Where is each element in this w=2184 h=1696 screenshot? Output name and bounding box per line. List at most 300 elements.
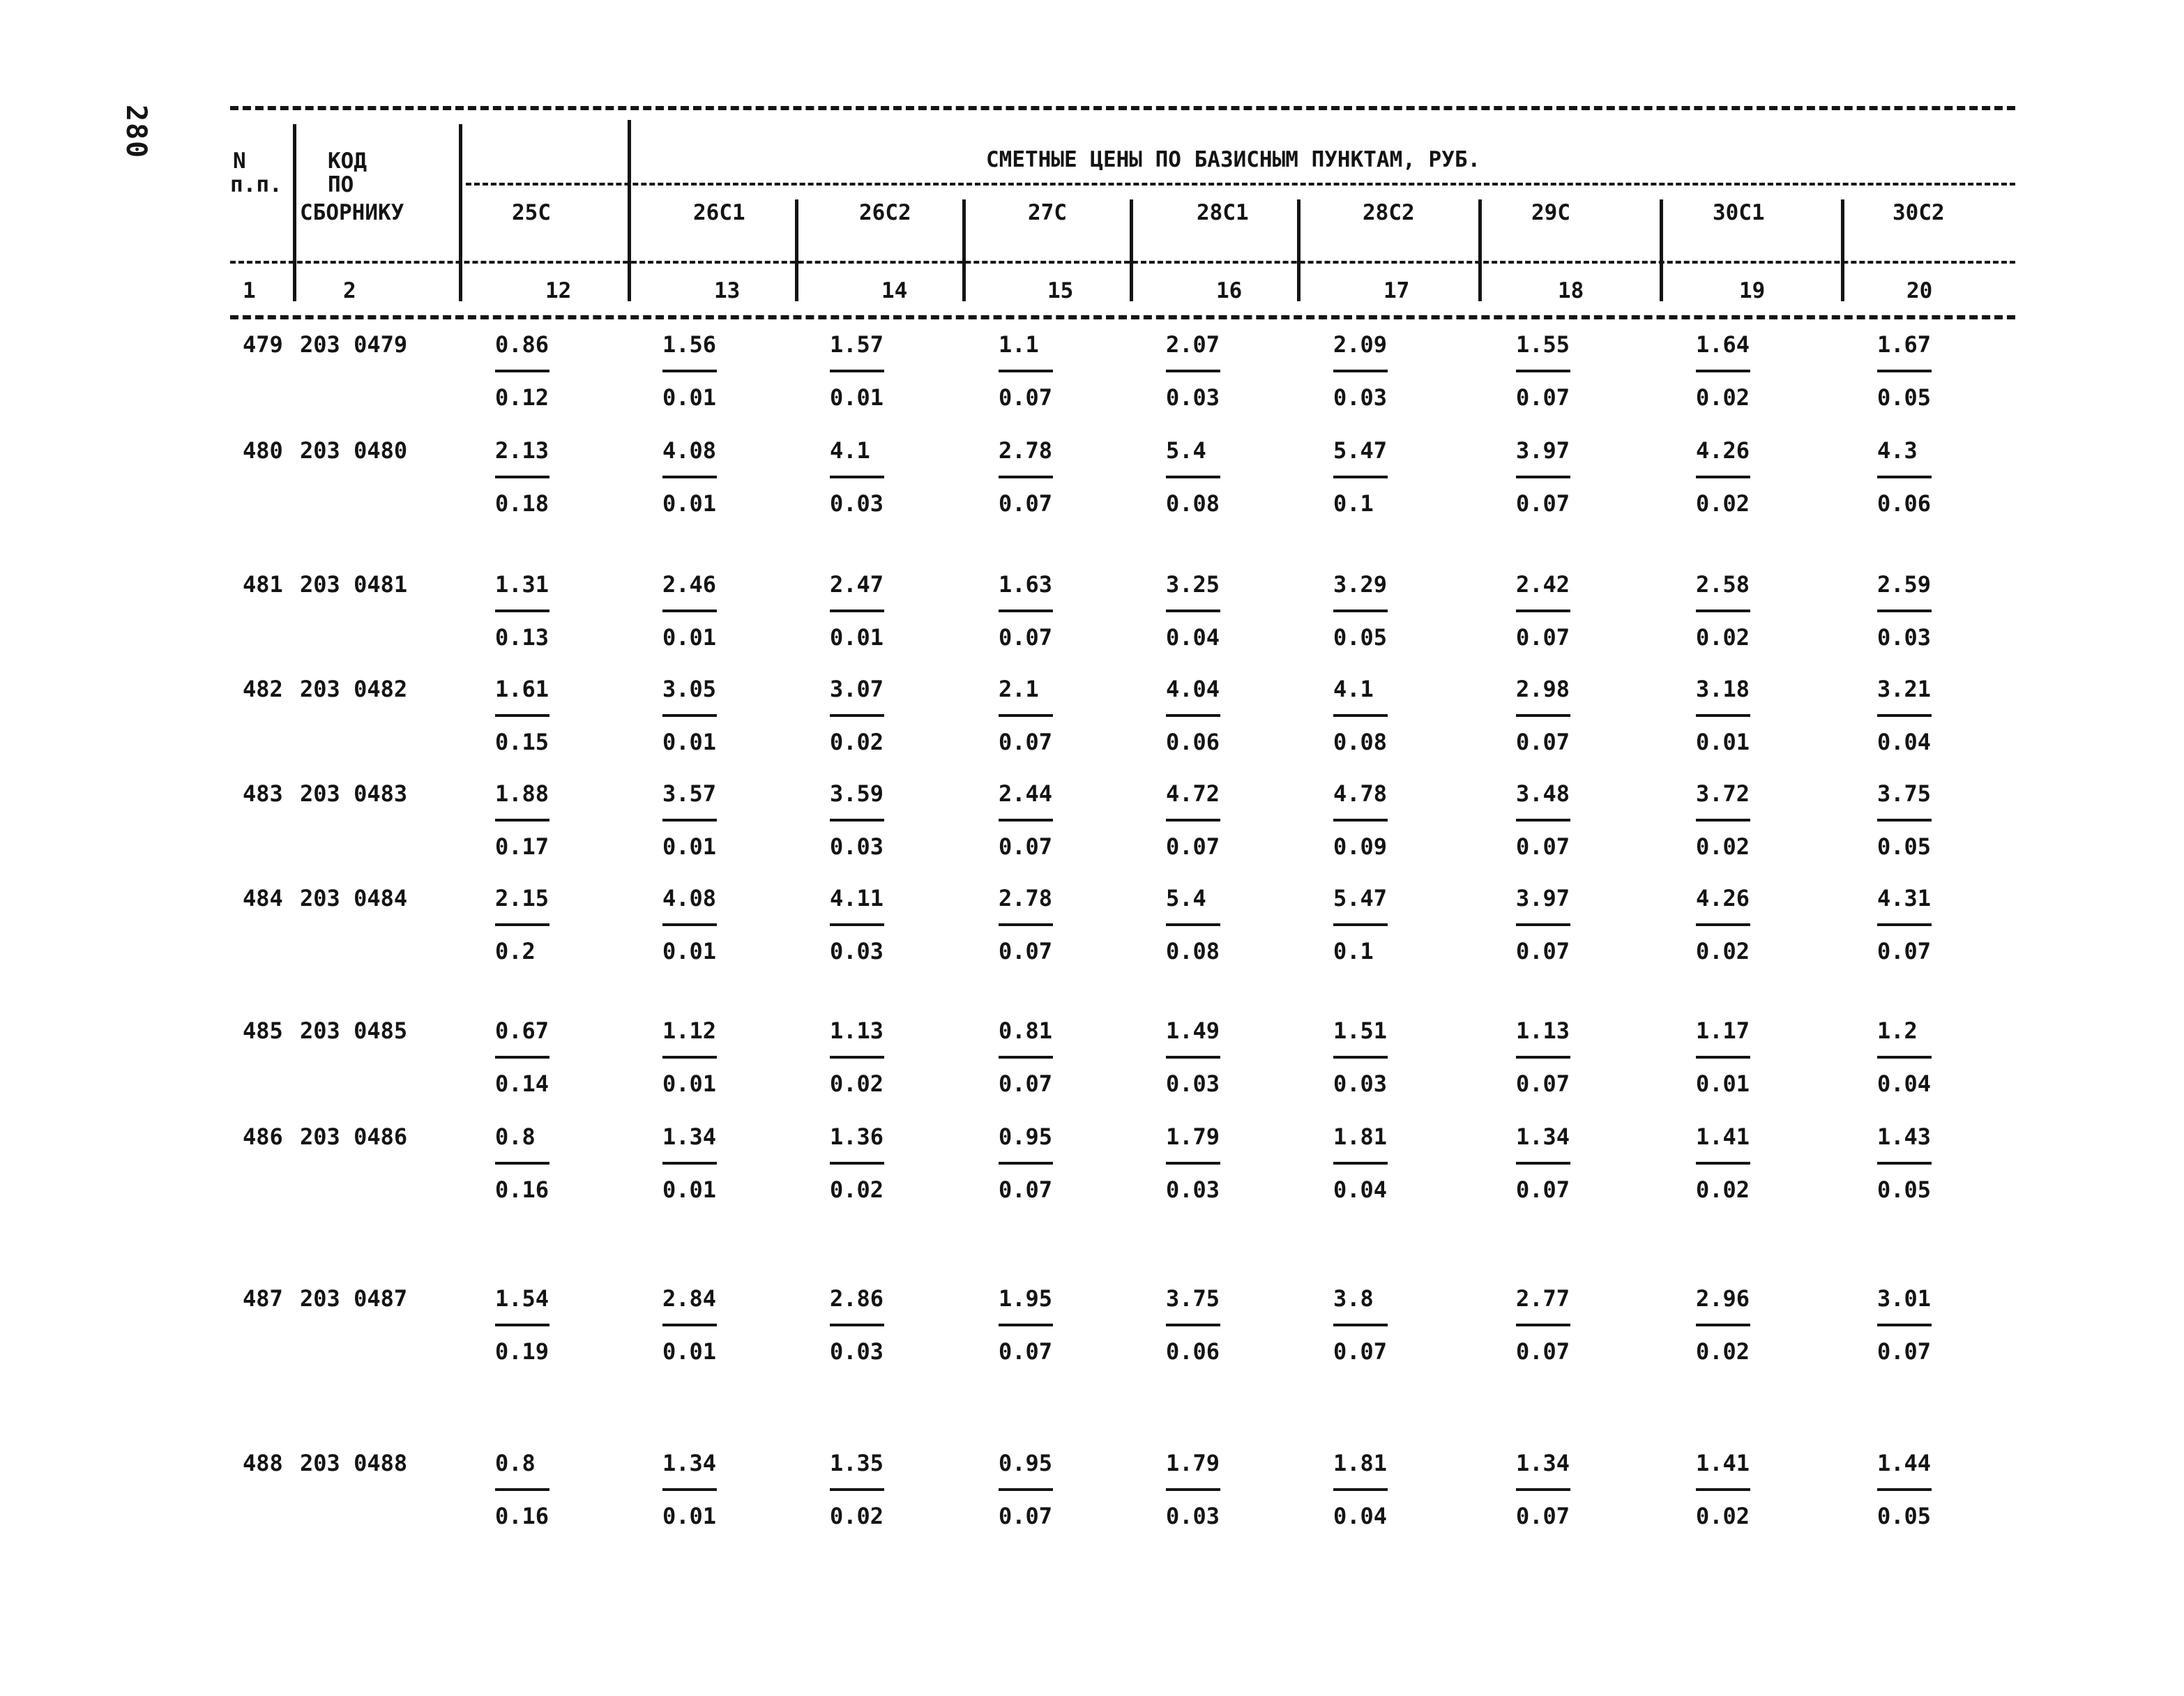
row-number: 487 (243, 1285, 283, 1312)
fraction-bar (1333, 714, 1388, 717)
price-value: 1.79 (1166, 1123, 1220, 1150)
header-group-title: СМЕТНЫЕ ЦЕНЫ ПО БАЗИСНЫМ ПУНКТАМ, РУБ. (986, 147, 1481, 172)
fraction-bar (1516, 1324, 1570, 1326)
price-value: 1.49 (1166, 1017, 1220, 1044)
price-value: 4.04 (1166, 676, 1220, 702)
transport-value: 0.02 (1696, 1503, 1750, 1529)
transport-value: 0.01 (662, 1338, 717, 1365)
transport-value: 0.19 (495, 1338, 549, 1365)
transport-value: 0.07 (1166, 833, 1220, 860)
transport-value: 0.02 (830, 1070, 884, 1097)
price-value: 5.47 (1333, 437, 1388, 464)
price-value: 5.4 (1166, 437, 1206, 464)
price-value: 1.34 (1516, 1450, 1570, 1476)
fraction-bar (1516, 1056, 1570, 1059)
fraction-bar (999, 819, 1053, 821)
transport-value: 0.07 (999, 938, 1053, 964)
fraction-bar (1877, 714, 1932, 717)
fraction-bar (830, 610, 884, 612)
column-divider (1297, 199, 1300, 301)
price-value: 1.56 (662, 331, 717, 358)
transport-value: 0.03 (1333, 384, 1388, 411)
column-number: 2 (343, 278, 356, 303)
row-number: 485 (243, 1017, 283, 1044)
price-value: 2.09 (1333, 331, 1388, 358)
header-point-4: 27С (1028, 200, 1067, 225)
price-value: 2.15 (495, 885, 549, 911)
fraction-bar (999, 1324, 1053, 1326)
fraction-bar (662, 714, 717, 717)
transport-value: 0.03 (830, 1338, 884, 1365)
fraction-bar (1333, 1162, 1388, 1165)
fraction-bar (1166, 714, 1220, 717)
transport-value: 0.16 (495, 1503, 549, 1529)
price-value: 0.8 (495, 1450, 536, 1476)
transport-value: 0.07 (999, 1338, 1053, 1365)
price-value: 1.81 (1333, 1450, 1388, 1476)
transport-value: 0.02 (830, 729, 884, 755)
transport-value: 0.08 (1166, 490, 1220, 517)
transport-value: 0.01 (1696, 729, 1750, 755)
fraction-bar (662, 1056, 717, 1059)
price-value: 3.48 (1516, 780, 1570, 807)
column-number: 13 (714, 278, 741, 303)
price-value: 3.8 (1333, 1285, 1374, 1312)
transport-value: 0.03 (1166, 1070, 1220, 1097)
transport-value: 0.01 (662, 1070, 717, 1097)
row-number: 483 (243, 780, 283, 807)
fraction-bar (1516, 1488, 1570, 1491)
transport-value: 0.03 (1166, 1503, 1220, 1529)
fraction-bar (1166, 610, 1220, 612)
transport-value: 0.01 (830, 384, 884, 411)
fraction-bar (1696, 1056, 1750, 1059)
price-value: 1.64 (1696, 331, 1750, 358)
fraction-bar (495, 610, 549, 612)
fraction-bar (830, 1488, 884, 1491)
price-value: 2.84 (662, 1285, 717, 1312)
fraction-bar (495, 476, 549, 478)
price-value: 1.51 (1333, 1017, 1388, 1044)
fraction-bar (662, 819, 717, 821)
header-point-6: 28С2 (1363, 200, 1415, 225)
price-value: 2.13 (495, 437, 549, 464)
fraction-bar (830, 476, 884, 478)
transport-value: 0.01 (662, 938, 717, 964)
price-value: 1.44 (1877, 1450, 1932, 1476)
transport-value: 0.02 (1696, 490, 1750, 517)
column-divider (1478, 199, 1482, 301)
transport-value: 0.07 (1516, 1070, 1570, 1097)
transport-value: 0.07 (999, 1070, 1053, 1097)
fraction-bar (662, 1162, 717, 1165)
transport-value: 0.07 (1516, 1338, 1570, 1365)
fraction-bar (830, 1162, 884, 1165)
price-value: 2.86 (830, 1285, 884, 1312)
column-number: 12 (545, 278, 572, 303)
fraction-bar (1877, 923, 1932, 926)
price-value: 4.26 (1696, 885, 1750, 911)
fraction-bar (1516, 819, 1570, 821)
price-value: 0.67 (495, 1017, 549, 1044)
header-pp-label: п.п. (230, 172, 282, 197)
transport-value: 0.04 (1333, 1503, 1388, 1529)
transport-value: 0.02 (1696, 624, 1750, 651)
fraction-bar (495, 1056, 549, 1059)
price-value: 1.2 (1877, 1017, 1918, 1044)
fraction-bar (1877, 370, 1932, 372)
transport-value: 0.07 (1516, 490, 1570, 517)
fraction-bar (495, 1324, 549, 1326)
price-value: 1.61 (495, 676, 549, 702)
row-code: 203 0486 (300, 1123, 408, 1150)
fraction-bar (1333, 1488, 1388, 1491)
price-value: 1.88 (495, 780, 549, 807)
row-code: 203 0479 (300, 331, 408, 358)
fraction-bar (830, 370, 884, 372)
header-point-3: 26С2 (859, 200, 911, 225)
transport-value: 0.05 (1877, 384, 1932, 411)
row-number: 480 (243, 437, 283, 464)
fraction-bar (999, 1488, 1053, 1491)
transport-value: 0.07 (1516, 384, 1570, 411)
fraction-bar (1877, 610, 1932, 612)
fraction-bar (1333, 610, 1388, 612)
price-value: 2.98 (1516, 676, 1570, 702)
transport-value: 0.01 (662, 1503, 717, 1529)
price-value: 1.79 (1166, 1450, 1220, 1476)
fraction-bar (830, 1324, 884, 1326)
price-value: 2.96 (1696, 1285, 1750, 1312)
fraction-bar (830, 923, 884, 926)
fraction-bar (830, 1056, 884, 1059)
price-value: 4.11 (830, 885, 884, 911)
transport-value: 0.08 (1333, 729, 1388, 755)
column-divider (1130, 199, 1133, 301)
fraction-bar (999, 370, 1053, 372)
fraction-bar (1166, 476, 1220, 478)
fraction-bar (1877, 1162, 1932, 1165)
fraction-bar (1877, 819, 1932, 821)
transport-value: 0.07 (999, 729, 1053, 755)
price-value: 1.55 (1516, 331, 1570, 358)
fraction-bar (1877, 1056, 1932, 1059)
transport-value: 0.07 (1516, 729, 1570, 755)
fraction-bar (662, 476, 717, 478)
row-code: 203 0485 (300, 1017, 408, 1044)
fraction-bar (999, 476, 1053, 478)
column-number: 1 (243, 278, 256, 303)
row-number: 481 (243, 571, 283, 598)
fraction-bar (1696, 923, 1750, 926)
price-value: 3.72 (1696, 780, 1750, 807)
price-value: 3.59 (830, 780, 884, 807)
transport-value: 0.07 (1333, 1338, 1388, 1365)
fraction-bar (495, 923, 549, 926)
transport-value: 0.05 (1877, 833, 1932, 860)
transport-value: 0.03 (1877, 624, 1932, 651)
transport-value: 0.13 (495, 624, 549, 651)
fraction-bar (1166, 819, 1220, 821)
fraction-bar (495, 370, 549, 372)
transport-value: 0.1 (1333, 490, 1374, 517)
fraction-bar (999, 1162, 1053, 1165)
fraction-bar (1516, 923, 1570, 926)
transport-value: 0.06 (1877, 490, 1932, 517)
header-rule (230, 261, 2015, 264)
price-value: 3.25 (1166, 571, 1220, 598)
transport-value: 0.02 (1696, 1338, 1750, 1365)
column-divider (628, 120, 631, 301)
fraction-bar (1333, 476, 1388, 478)
fraction-bar (1516, 370, 1570, 372)
transport-value: 0.05 (1333, 624, 1388, 651)
row-number: 482 (243, 676, 283, 702)
price-value: 1.1 (999, 331, 1039, 358)
fraction-bar (1333, 923, 1388, 926)
fraction-bar (830, 819, 884, 821)
column-number: 14 (881, 278, 908, 303)
fraction-bar (999, 1056, 1053, 1059)
price-value: 1.57 (830, 331, 884, 358)
price-value: 2.77 (1516, 1285, 1570, 1312)
transport-value: 0.04 (1333, 1176, 1388, 1203)
transport-value: 0.07 (999, 833, 1053, 860)
header-point-2: 26С1 (693, 200, 745, 225)
price-value: 0.95 (999, 1123, 1053, 1150)
price-value: 0.95 (999, 1450, 1053, 1476)
fraction-bar (1333, 370, 1388, 372)
price-value: 2.78 (999, 437, 1053, 464)
price-value: 0.8 (495, 1123, 536, 1150)
transport-value: 0.06 (1166, 1338, 1220, 1365)
header-code-label-1: КОД (328, 149, 367, 174)
fraction-bar (1696, 819, 1750, 821)
price-value: 3.97 (1516, 885, 1570, 911)
price-value: 2.07 (1166, 331, 1220, 358)
transport-value: 0.06 (1166, 729, 1220, 755)
header-point-8: 30С1 (1713, 200, 1765, 225)
transport-value: 0.02 (830, 1503, 884, 1529)
price-value: 1.35 (830, 1450, 884, 1476)
transport-value: 0.07 (999, 1176, 1053, 1203)
fraction-bar (662, 1324, 717, 1326)
fraction-bar (1333, 1324, 1388, 1326)
fraction-bar (495, 819, 549, 821)
transport-value: 0.02 (1696, 384, 1750, 411)
fraction-bar (495, 1488, 549, 1491)
price-value: 3.29 (1333, 571, 1388, 598)
price-value: 2.47 (830, 571, 884, 598)
price-value: 4.08 (662, 885, 717, 911)
price-value: 2.46 (662, 571, 717, 598)
transport-value: 0.01 (662, 833, 717, 860)
price-value: 3.18 (1696, 676, 1750, 702)
price-value: 1.17 (1696, 1017, 1750, 1044)
price-value: 3.07 (830, 676, 884, 702)
row-code: 203 0488 (300, 1450, 408, 1476)
fraction-bar (662, 923, 717, 926)
transport-value: 0.03 (1333, 1070, 1388, 1097)
row-number: 486 (243, 1123, 283, 1150)
price-value: 5.4 (1166, 885, 1206, 911)
transport-value: 0.01 (1696, 1070, 1750, 1097)
transport-value: 0.07 (1516, 1176, 1570, 1203)
fraction-bar (662, 610, 717, 612)
price-value: 1.34 (1516, 1123, 1570, 1150)
price-value: 2.59 (1877, 571, 1932, 598)
page-number: 280 (120, 105, 152, 160)
transport-value: 0.03 (830, 490, 884, 517)
price-value: 1.13 (1516, 1017, 1570, 1044)
price-value: 4.72 (1166, 780, 1220, 807)
fraction-bar (1696, 714, 1750, 717)
fraction-bar (1166, 370, 1220, 372)
transport-value: 0.07 (1516, 833, 1570, 860)
column-number: 18 (1558, 278, 1584, 303)
transport-value: 0.03 (830, 938, 884, 964)
transport-value: 0.05 (1877, 1176, 1932, 1203)
fraction-bar (1696, 610, 1750, 612)
transport-value: 0.01 (662, 1176, 717, 1203)
price-value: 4.1 (1333, 676, 1374, 702)
header-point-1: 25С (512, 200, 551, 225)
price-value: 3.75 (1166, 1285, 1220, 1312)
header-point-7: 29С (1531, 200, 1570, 225)
fraction-bar (1877, 1488, 1932, 1491)
price-value: 1.31 (495, 571, 549, 598)
transport-value: 0.01 (662, 384, 717, 411)
transport-value: 0.07 (1877, 938, 1932, 964)
price-value: 2.42 (1516, 571, 1570, 598)
fraction-bar (1696, 1324, 1750, 1326)
fraction-bar (1166, 923, 1220, 926)
fraction-bar (1516, 714, 1570, 717)
row-code: 203 0482 (300, 676, 408, 702)
column-divider (1841, 199, 1844, 301)
price-value: 4.31 (1877, 885, 1932, 911)
transport-value: 0.12 (495, 384, 549, 411)
row-code: 203 0487 (300, 1285, 408, 1312)
fraction-bar (1696, 1488, 1750, 1491)
row-number: 488 (243, 1450, 283, 1476)
price-value: 4.3 (1877, 437, 1918, 464)
transport-value: 0.2 (495, 938, 536, 964)
price-value: 1.41 (1696, 1450, 1750, 1476)
transport-value: 0.07 (999, 490, 1053, 517)
header-point-5: 28С1 (1197, 200, 1249, 225)
column-divider (795, 199, 798, 301)
price-value: 3.75 (1877, 780, 1932, 807)
column-divider (293, 124, 296, 301)
price-value: 0.86 (495, 331, 549, 358)
column-numbers-rule (230, 315, 2015, 319)
group-rule (466, 183, 2015, 186)
transport-value: 0.04 (1877, 1070, 1932, 1097)
price-value: 1.34 (662, 1450, 717, 1476)
fraction-bar (1516, 1162, 1570, 1165)
fraction-bar (1696, 1162, 1750, 1165)
price-value: 2.58 (1696, 571, 1750, 598)
transport-value: 0.02 (830, 1176, 884, 1203)
price-value: 2.1 (999, 676, 1039, 702)
fraction-bar (1516, 476, 1570, 478)
fraction-bar (495, 714, 549, 717)
fraction-bar (662, 1488, 717, 1491)
fraction-bar (830, 714, 884, 717)
transport-value: 0.04 (1877, 729, 1932, 755)
fraction-bar (999, 923, 1053, 926)
transport-value: 0.03 (1166, 384, 1220, 411)
transport-value: 0.01 (662, 729, 717, 755)
fraction-bar (999, 714, 1053, 717)
price-value: 1.43 (1877, 1123, 1932, 1150)
header-code-label-2: ПО (328, 172, 354, 197)
price-value: 3.05 (662, 676, 717, 702)
fraction-bar (1877, 476, 1932, 478)
price-value: 3.57 (662, 780, 717, 807)
column-divider (962, 199, 966, 301)
transport-value: 0.03 (1166, 1176, 1220, 1203)
price-value: 0.81 (999, 1017, 1053, 1044)
header-point-9: 30С2 (1893, 200, 1945, 225)
fraction-bar (662, 370, 717, 372)
price-value: 1.12 (662, 1017, 717, 1044)
fraction-bar (1166, 1056, 1220, 1059)
transport-value: 0.02 (1696, 1176, 1750, 1203)
fraction-bar (1877, 1324, 1932, 1326)
column-divider (459, 124, 462, 301)
price-value: 1.67 (1877, 331, 1932, 358)
fraction-bar (1166, 1162, 1220, 1165)
price-value: 1.36 (830, 1123, 884, 1150)
transport-value: 0.15 (495, 729, 549, 755)
column-number: 20 (1906, 278, 1933, 303)
transport-value: 0.07 (1516, 938, 1570, 964)
price-value: 1.34 (662, 1123, 717, 1150)
row-code: 203 0481 (300, 571, 408, 598)
transport-value: 0.1 (1333, 938, 1374, 964)
column-number: 19 (1739, 278, 1766, 303)
row-code: 203 0480 (300, 437, 408, 464)
transport-value: 0.07 (999, 1503, 1053, 1529)
transport-value: 0.01 (830, 624, 884, 651)
header-code-label-3: СБОРНИКУ (300, 200, 404, 225)
fraction-bar (1696, 476, 1750, 478)
transport-value: 0.01 (662, 490, 717, 517)
transport-value: 0.01 (662, 624, 717, 651)
price-value: 4.26 (1696, 437, 1750, 464)
row-code: 203 0484 (300, 885, 408, 911)
row-number: 479 (243, 331, 283, 358)
transport-value: 0.16 (495, 1176, 549, 1203)
transport-value: 0.17 (495, 833, 549, 860)
price-value: 1.54 (495, 1285, 549, 1312)
transport-value: 0.08 (1166, 938, 1220, 964)
transport-value: 0.05 (1877, 1503, 1932, 1529)
price-value: 3.21 (1877, 676, 1932, 702)
price-value: 4.1 (830, 437, 870, 464)
transport-value: 0.07 (1516, 1503, 1570, 1529)
fraction-bar (1166, 1488, 1220, 1491)
fraction-bar (1166, 1324, 1220, 1326)
column-number: 15 (1047, 278, 1074, 303)
top-rule (230, 106, 2015, 110)
fraction-bar (1516, 610, 1570, 612)
column-number: 17 (1383, 278, 1410, 303)
transport-value: 0.02 (1696, 938, 1750, 964)
column-divider (1660, 199, 1663, 301)
